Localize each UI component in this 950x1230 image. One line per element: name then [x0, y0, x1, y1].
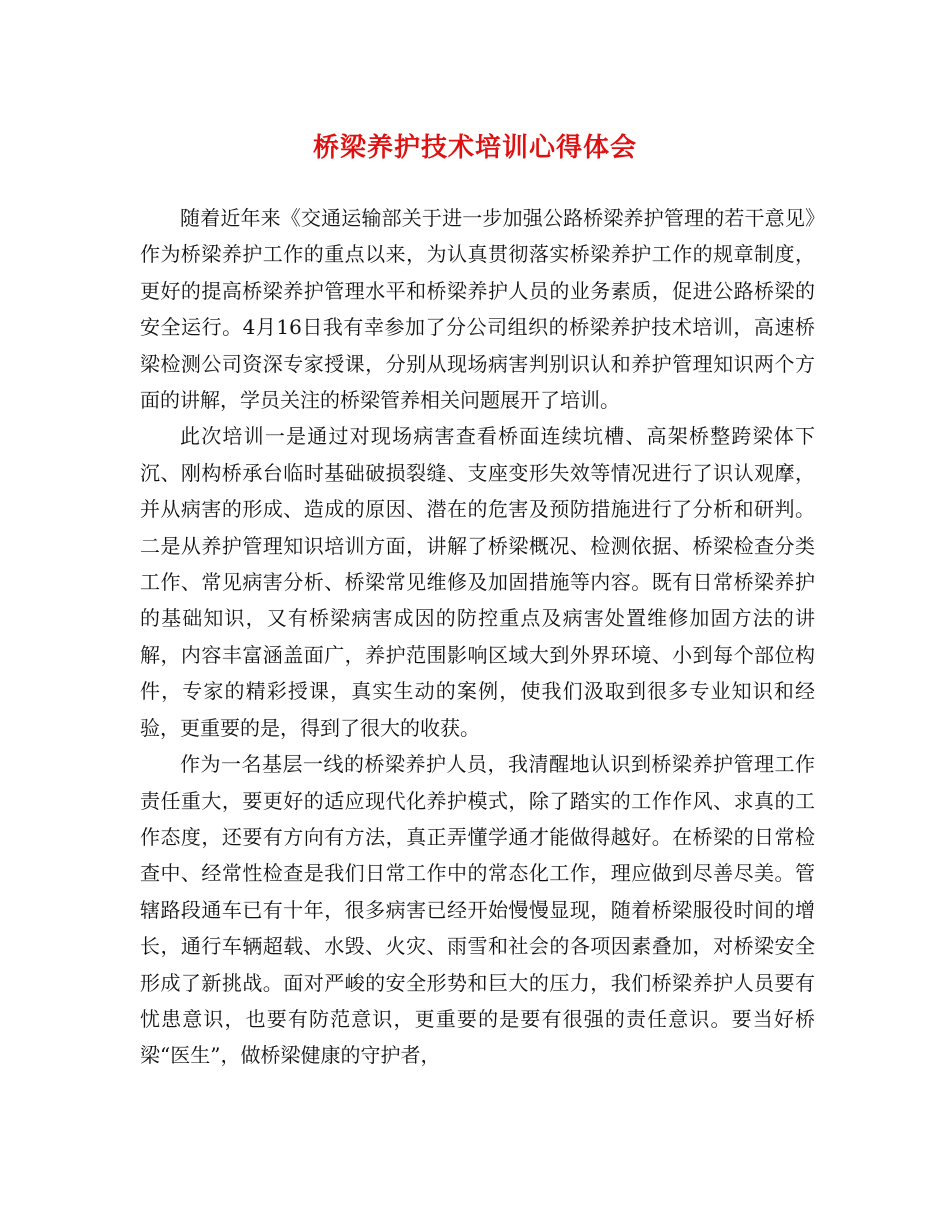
document-title: 桥梁养护技术培训心得体会 — [312, 133, 637, 163]
paragraph-2: 此次培训一是通过对现场病害查看桥面连续坑槽、高架桥整跨梁体下沉、刚构桥承台临时基础破损裂缝、支座变形失效等情况进行了识认观摩，并从病害的形成、造成的原因、潜在的危害及预防措施进行了分析和研判。二是从养护管理知识培训方面，讲解了桥梁概况、检测依据、桥梁检查分类工作、常见病害分析、桥梁常见维修及加固措施等内容。既有日常桥梁养护的基础知识，又有桥梁病害成因的防控重点及病害处置维修加固方法的讲解，内容丰富涵盖面广，养护范围影响区域大到外界环境、小到每个部位构件，专家的精彩授课，真实生动的案例，使我们汲取到很多专业知识和经验，更重要的是，得到了很大的收获。 — [140, 424, 815, 740]
paragraph-3: 作为一名基层一线的桥梁养护人员，我清醒地认识到桥梁养护管理工作责任重大，要更好的适应现代化养护模式，除了踏实的工作作风、求真的工作态度，还要有方向有方法，真正弄懂学通才能做得越好。在桥梁的日常检查中、经常性检查是我们日常工作中的常态化工作，理应做到尽善尽美。管辖路段通车已有十年，很多病害已经开始慢慢显现，随着桥梁服役时间的增长，通行车辆超载、水毁、火灾、雨雪和社会的各项因素叠加，对桥梁安全形成了新挑战。面对严峻的安全形势和巨大的压力，我们桥梁养护人员要有忧患意识，也要有防范意识，更重要的是要有很强的责任意识。要当好桥梁“医生”，做桥梁健康的守护者， — [140, 752, 815, 1068]
document-body — [140, 200, 815, 1074]
paragraph-1: 随着近年来《交通运输部关于进一步加强公路桥梁养护管理的若干意见》作为桥梁养护工作的重点以来，为认真贯彻落实桥梁养护工作的规章制度，更好的提高桥梁养护管理水平和桥梁养护人员的业务素质，促进公路桥梁的安全运行。4月16日我有幸参加了分公司组织的桥梁养护技术培训，高速桥梁检测公司资深专家授课，分别从现场病害判别识认和养护管理知识两个方面的讲解，学员关注的桥梁管养相关问题展开了培训。 — [140, 206, 815, 413]
